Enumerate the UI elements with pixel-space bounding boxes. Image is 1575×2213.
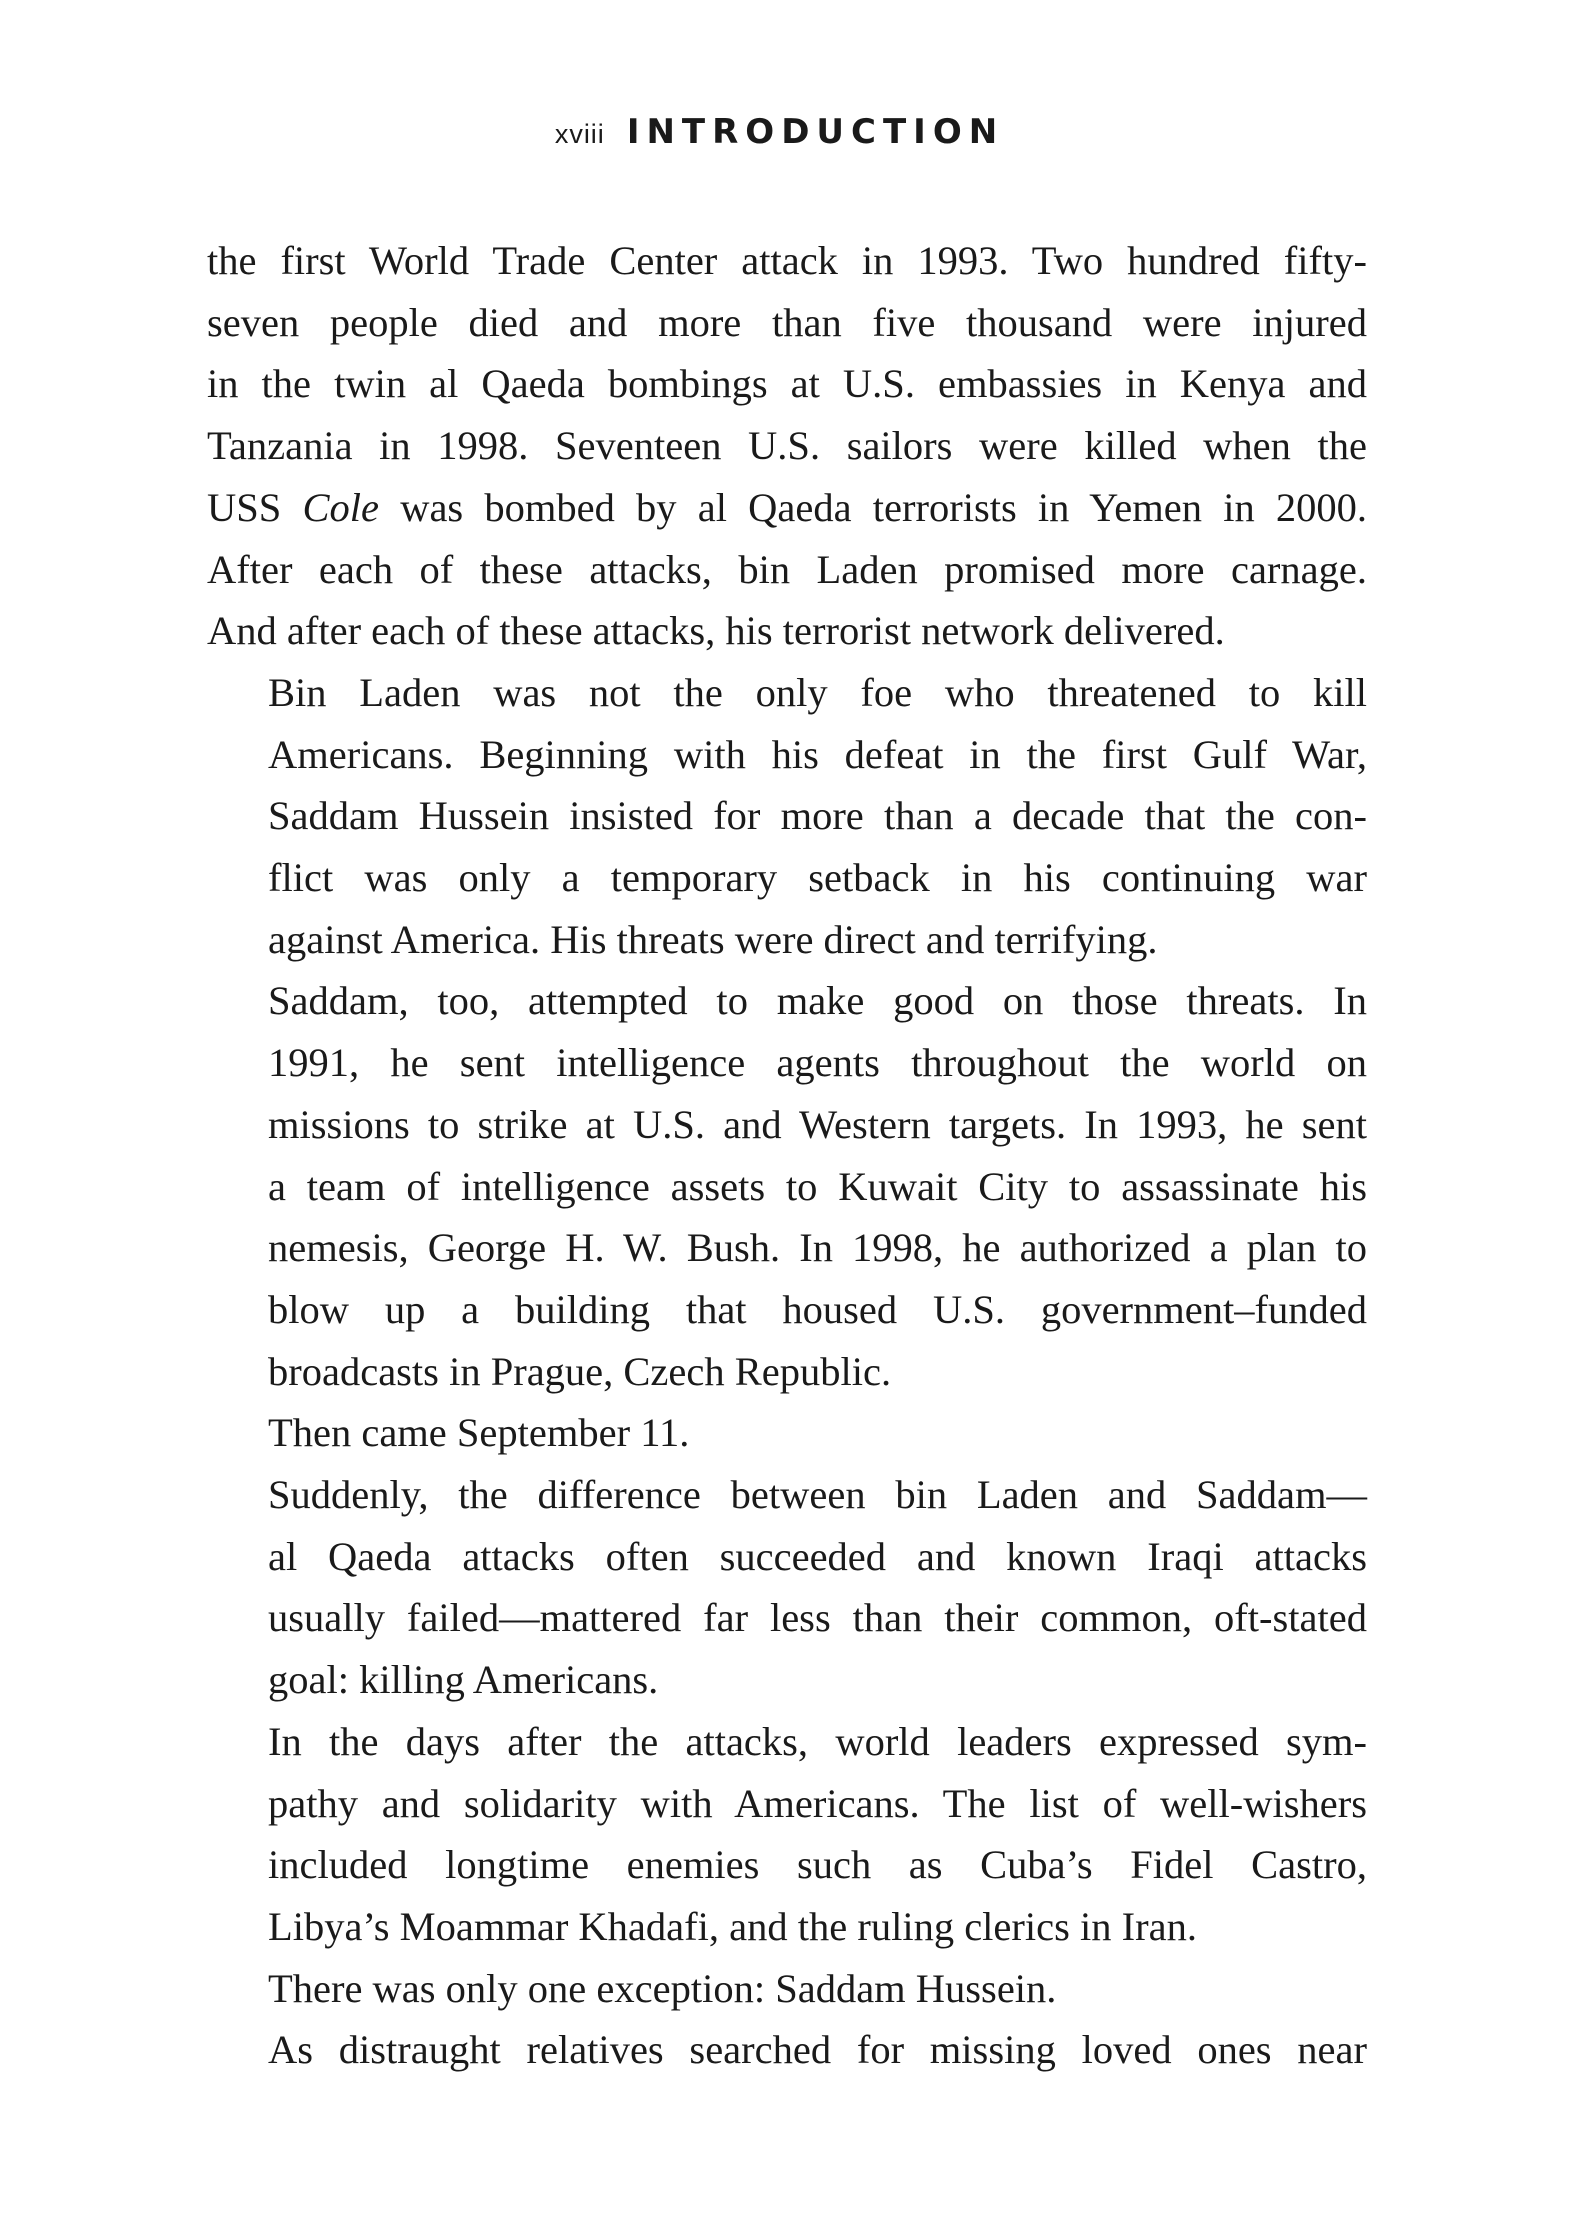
text-line: And after each of these attacks, his terrorist network delivered. <box>207 608 1225 654</box>
running-head <box>0 112 1575 152</box>
page-number: xviii <box>554 119 605 149</box>
text-line: There was only one exception: Saddam Hussein. <box>268 1965 1057 2011</box>
text-line: In the days after the attacks, world leaders expressed sym- <box>268 1718 1367 1764</box>
text-line: al Qaeda attacks often succeeded and known Iraqi attacks <box>268 1533 1367 1579</box>
text-line: seven people died and more than five thousand were injured <box>207 299 1367 345</box>
text-line: blow up a building that housed U.S. government–funded <box>268 1286 1367 1332</box>
text-line: Tanzania in 1998. Seventeen U.S. sailors were killed when the <box>207 423 1367 469</box>
body-text <box>207 230 1367 2081</box>
paragraph <box>207 662 1367 971</box>
text-line: a team of intelligence assets to Kuwait City to assassinate his <box>268 1163 1367 1209</box>
paragraph <box>207 1958 1367 2020</box>
text-line: flict was only a temporary setback in his continuing war <box>268 855 1367 901</box>
paragraph <box>207 2019 1367 2081</box>
text-line: 1991, he sent intelligence agents throughout the world on <box>268 1040 1367 1086</box>
text-line: pathy and solidarity with Americans. The list of well-wishers <box>268 1780 1367 1826</box>
text-line: nemesis, George H. W. Bush. In 1998, he authorized a plan to <box>268 1225 1367 1271</box>
text-line: the first World Trade Center attack in 1993. Two hundred fifty- <box>207 238 1367 283</box>
text-line: As distraught relatives searched for missing loved ones near <box>268 2027 1367 2073</box>
text-line: Then came September 11. <box>268 1410 690 1456</box>
text-line: Libya’s Moammar Khadafi, and the ruling clerics in Iran. <box>268 1903 1197 1949</box>
text-line: Bin Laden was not the only foe who threatened to kill <box>268 669 1367 715</box>
text-line: broadcasts in Prague, Czech Republic. <box>268 1348 892 1394</box>
text-line: Suddenly, the difference between bin Laden and Saddam— <box>268 1472 1367 1518</box>
text-segment: USS <box>207 484 303 530</box>
text-line <box>207 477 1367 539</box>
paragraph <box>207 1464 1367 1711</box>
paragraph-continued <box>207 230 1367 662</box>
paragraph <box>207 1402 1367 1464</box>
text-line: usually failed—mattered far less than their common, oft-stated <box>268 1595 1367 1641</box>
chapter-title: INTRODUCTION <box>626 112 1005 152</box>
text-line: After each of these attacks, bin Laden promised more carnage. <box>207 546 1367 592</box>
text-line: Saddam Hussein insisted for more than a decade that the con- <box>268 793 1367 839</box>
text-line: in the twin al Qaeda bombings at U.S. embassies in Kenya and <box>207 361 1367 407</box>
paragraph <box>207 1711 1367 1958</box>
text-segment: was bombed by al Qaeda terrorists in Yemen in 2000. <box>379 484 1368 530</box>
ship-name-italic: Cole <box>302 484 379 530</box>
text-line: goal: killing Americans. <box>268 1657 659 1703</box>
text-line: missions to strike at U.S. and Western targets. In 1993, he sent <box>268 1101 1367 1147</box>
text-line: Saddam, too, attempted to make good on those threats. In <box>268 978 1367 1024</box>
text-line: included longtime enemies such as Cuba’s Fidel Castro, <box>268 1842 1367 1888</box>
text-line: against America. His threats were direct and terrifying. <box>268 916 1158 962</box>
text-line: Americans. Beginning with his defeat in the first Gulf War, <box>268 731 1367 777</box>
paragraph <box>207 970 1367 1402</box>
